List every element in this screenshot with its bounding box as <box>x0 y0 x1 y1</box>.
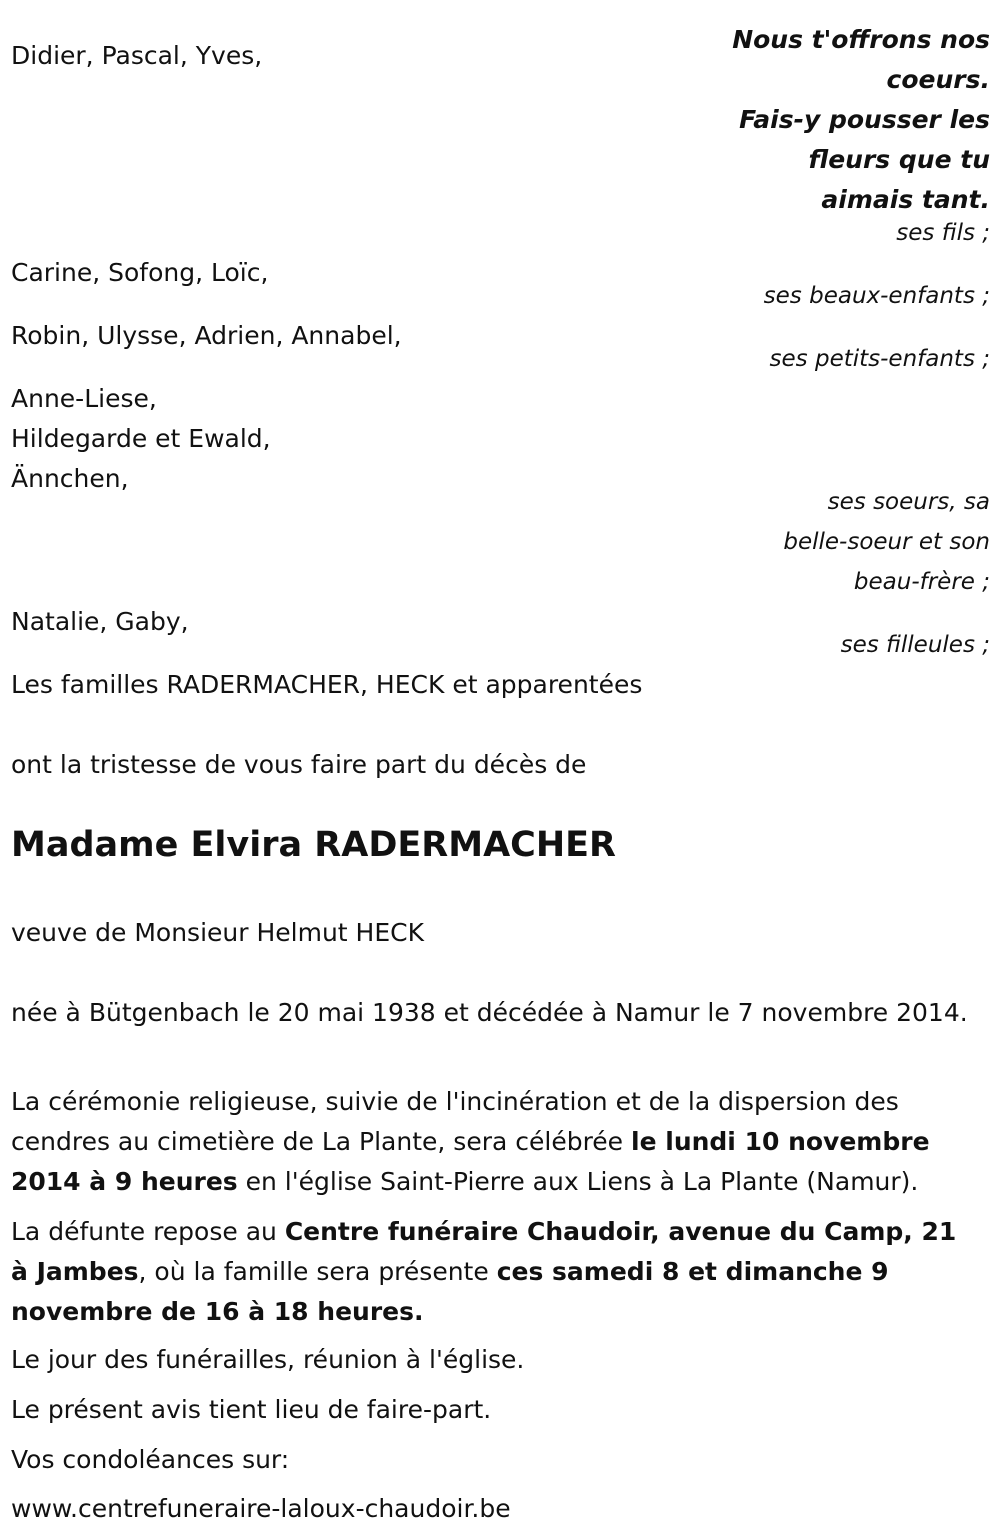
funeral-day: Le jour des funérailles, réunion à l'église. <box>11 1345 525 1374</box>
role-sons: ses fils ; <box>896 220 990 246</box>
role-line: ses soeurs, sa <box>827 489 990 515</box>
rest-text: La défunte repose au <box>11 1217 285 1246</box>
role-line: belle-soeur et son <box>783 529 990 555</box>
announcement: ont la tristesse de vous faire part du décès de <box>11 750 587 779</box>
deceased-name: Madame Elvira RADERMACHER <box>11 825 616 865</box>
widow-of: veuve de Monsieur Helmut HECK <box>11 918 424 947</box>
quote-line: aimais tant. <box>821 185 990 214</box>
role-goddaughters: ses filleules ; <box>840 632 990 658</box>
ceremony-text: La cérémonie religieuse, suivie de l'incinération et de la dispersion des cendres au cimetière de La Plante, sera célébrée <box>11 1087 899 1156</box>
family-names-sons: Didier, Pascal, Yves, <box>11 41 263 70</box>
family-names-goddaughters: Natalie, Gaby, <box>11 607 189 636</box>
website-link[interactable]: www.centrefuneraire-laloux-chaudoir.be <box>11 1494 511 1523</box>
family-name-line: Ännchen, <box>11 464 129 493</box>
role-sisters <box>783 482 990 602</box>
family-names-step-children: Carine, Sofong, Loïc, <box>11 258 269 287</box>
birth-death: née à Bütgenbach le 20 mai 1938 et décédée à Namur le 7 novembre 2014. <box>11 998 968 1027</box>
funeral-home: Centre funéraire Chaudoir, avenue du Camp, 21 à Jambes <box>11 1217 957 1286</box>
families-line: Les familles RADERMACHER, HECK et apparentées <box>11 670 643 699</box>
family-name-line: Anne-Liese, <box>11 384 157 413</box>
ceremony-date: le lundi 10 novembre 2014 à 9 heures <box>11 1127 930 1196</box>
quote <box>732 20 990 220</box>
quote-line: Fais-y pousser les <box>739 105 990 134</box>
quote-line: coeurs. <box>886 65 990 94</box>
quote-line: fleurs que tu <box>808 145 990 174</box>
rest-paragraph <box>11 1212 971 1332</box>
visiting-hours: ces samedi 8 et dimanche 9 novembre de 16 à 18 heures. <box>11 1257 889 1326</box>
notice: Le présent avis tient lieu de faire-part. <box>11 1395 492 1424</box>
ceremony-paragraph <box>11 1082 971 1202</box>
family-names-grandchildren: Robin, Ulysse, Adrien, Annabel, <box>11 321 402 350</box>
role-line: beau-frère ; <box>853 569 990 595</box>
family-name-line: Hildegarde et Ewald, <box>11 424 271 453</box>
quote-line: Nous t'offrons nos <box>732 25 990 54</box>
rest-text-2: , où la famille sera présente <box>138 1257 497 1286</box>
ceremony-place: en l'église Saint-Pierre aux Liens à La Plante (Namur). <box>237 1167 919 1196</box>
condolences-label: Vos condoléances sur: <box>11 1445 290 1474</box>
family-names-sisters <box>11 379 271 499</box>
role-step-children: ses beaux-enfants ; <box>763 283 990 309</box>
role-grandchildren: ses petits-enfants ; <box>769 346 990 372</box>
